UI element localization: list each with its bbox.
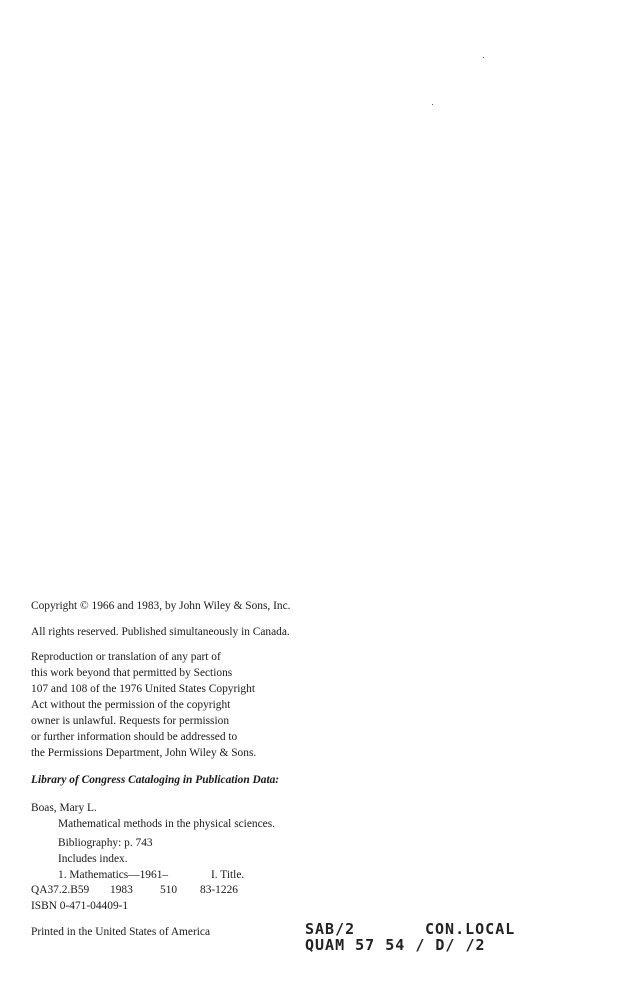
cip-call-number: QA37.2.B59 xyxy=(31,884,90,896)
scan-speck xyxy=(483,57,484,58)
cip-index: Includes index. xyxy=(58,853,128,865)
stamp-partial-row xyxy=(305,936,605,954)
stamp-left: SAB/2 xyxy=(305,920,356,938)
reproduction-line: Reproduction or translation of any part of xyxy=(31,651,221,663)
cip-subject: 1. Mathematics—1961– xyxy=(58,869,169,881)
cip-classification-row xyxy=(31,883,291,897)
reproduction-line: Act without the permission of the copyright xyxy=(31,699,231,711)
cip-year: 1983 xyxy=(110,884,133,896)
cip-lccn: 83-1226 xyxy=(200,884,238,896)
cip-title-entry: I. Title. xyxy=(211,869,245,881)
stamp-partial-text: QUAM 57 54 / D/ /2 xyxy=(305,936,486,954)
copyright-notice: Copyright © 1966 and 1983, by John Wiley & Sons, Inc. xyxy=(31,600,291,612)
scan-speck xyxy=(432,104,433,105)
reproduction-line: this work beyond that permitted by Sections xyxy=(31,667,233,679)
cip-heading: Library of Congress Cataloging in Publication Data: xyxy=(31,774,280,786)
reproduction-line: 107 and 108 of the 1976 United States Copyright xyxy=(31,683,255,695)
reproduction-line: the Permissions Department, John Wiley & Sons. xyxy=(31,747,257,759)
stamp-right: CON.LOCAL xyxy=(425,920,516,938)
rights-notice: All rights reserved. Published simultaneously in Canada. xyxy=(31,626,290,638)
reproduction-line: or further information should be addressed to xyxy=(31,731,238,743)
printed-notice: Printed in the United States of America xyxy=(31,926,211,938)
cip-title: Mathematical methods in the physical sciences. xyxy=(58,818,275,830)
reproduction-line: owner is unlawful. Requests for permission xyxy=(31,715,230,727)
cip-isbn: ISBN 0-471-04409-1 xyxy=(31,900,129,912)
cip-author: Boas, Mary L. xyxy=(31,802,97,814)
cip-dewey: 510 xyxy=(160,884,178,896)
cip-bibliography: Bibliography: p. 743 xyxy=(58,837,153,849)
